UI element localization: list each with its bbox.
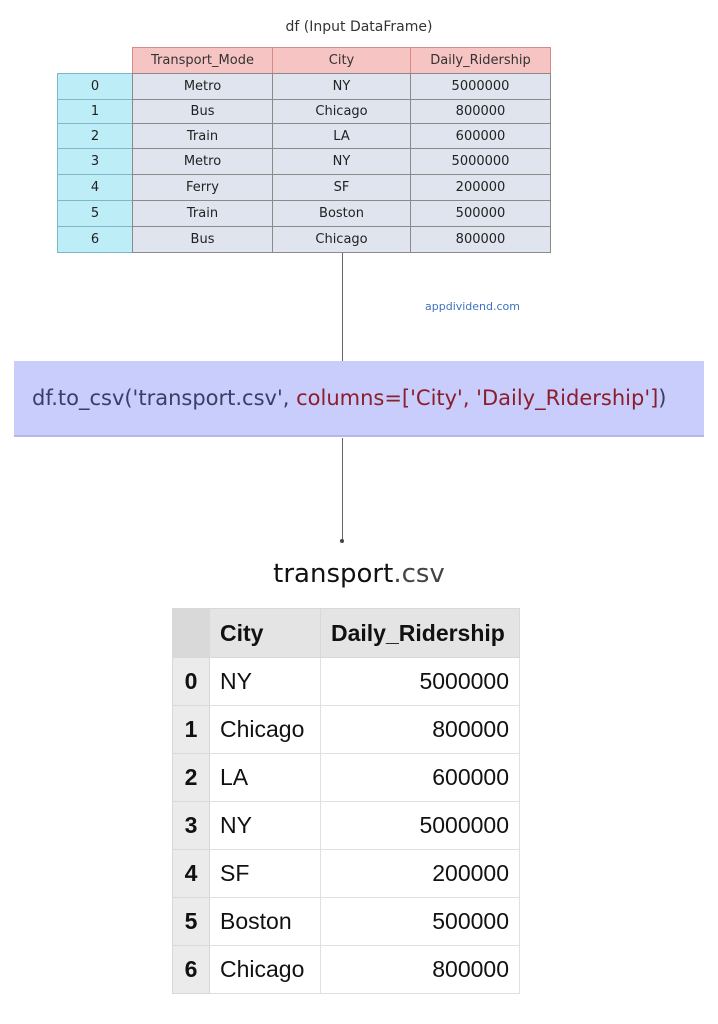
input-column-header: Daily_Ridership xyxy=(410,47,551,74)
output-city-cell: LA xyxy=(210,754,321,802)
input-table-cell: 600000 xyxy=(410,123,551,149)
table-corner-cell xyxy=(173,609,210,658)
input-dataframe-caption: df (Input DataFrame) xyxy=(285,19,433,35)
input-row-index: 0 xyxy=(57,73,133,100)
input-table-cell: NY xyxy=(272,148,411,175)
input-column-header: Transport_Mode xyxy=(132,47,273,74)
input-table-cell: 800000 xyxy=(410,226,551,253)
connector-line xyxy=(342,438,343,541)
output-city-cell: Chicago xyxy=(210,946,321,994)
input-row-index: 2 xyxy=(57,123,133,149)
output-row-index: 6 xyxy=(173,946,210,994)
input-table-cell: Chicago xyxy=(272,99,411,124)
input-row-index: 5 xyxy=(57,200,133,227)
code-banner xyxy=(14,361,704,437)
connector-arrow-head xyxy=(340,539,344,543)
connector-line xyxy=(342,253,343,361)
input-row-index: 4 xyxy=(57,174,133,201)
input-row-index: 3 xyxy=(57,148,133,175)
table-row xyxy=(173,898,520,946)
output-row-index: 0 xyxy=(173,658,210,706)
table-row xyxy=(173,802,520,850)
output-csv-title xyxy=(0,559,718,589)
table-row xyxy=(173,850,520,898)
input-row-index: 1 xyxy=(57,99,133,124)
code-call-suffix: ) xyxy=(658,386,667,410)
code-columns-argument: columns=['City', 'Daily_Ridership'] xyxy=(296,386,659,410)
input-table-cell: Ferry xyxy=(132,174,273,201)
input-table-cell: SF xyxy=(272,174,411,201)
input-table-cell: 500000 xyxy=(410,200,551,227)
output-row-index: 1 xyxy=(173,706,210,754)
watermark-text: appdividend.com xyxy=(425,300,521,313)
output-city-cell: SF xyxy=(210,850,321,898)
output-city-cell: Chicago xyxy=(210,706,321,754)
output-ridership-cell: 5000000 xyxy=(321,802,520,850)
output-ridership-cell: 500000 xyxy=(321,898,520,946)
output-csv-table xyxy=(172,608,520,994)
output-row-index: 3 xyxy=(173,802,210,850)
code-call-prefix: df.to_csv('transport.csv', xyxy=(32,386,297,410)
output-file-extension: .csv xyxy=(393,559,445,589)
input-table-cell: Metro xyxy=(132,148,273,175)
output-ridership-cell: 800000 xyxy=(321,946,520,994)
output-city-cell: Boston xyxy=(210,898,321,946)
input-table-cell: Bus xyxy=(132,226,273,253)
input-table-cell: Chicago xyxy=(272,226,411,253)
input-table-cell: 5000000 xyxy=(410,73,551,100)
output-ridership-cell: 5000000 xyxy=(321,658,520,706)
input-column-header: City xyxy=(272,47,411,74)
output-city-cell: NY xyxy=(210,658,321,706)
output-column-header: Daily_Ridership xyxy=(321,609,520,658)
input-table-cell: NY xyxy=(272,73,411,100)
output-column-header: City xyxy=(210,609,321,658)
output-ridership-cell: 200000 xyxy=(321,850,520,898)
input-table-cell: Train xyxy=(132,123,273,149)
input-table-cell: Train xyxy=(132,200,273,227)
table-row xyxy=(173,946,520,994)
table-row xyxy=(173,706,520,754)
input-table-cell: 200000 xyxy=(410,174,551,201)
output-city-cell: NY xyxy=(210,802,321,850)
input-table-cell: 5000000 xyxy=(410,148,551,175)
output-row-index: 2 xyxy=(173,754,210,802)
input-row-index: 6 xyxy=(57,226,133,253)
input-table-cell: LA xyxy=(272,123,411,149)
output-row-index: 4 xyxy=(173,850,210,898)
table-row xyxy=(173,658,520,706)
input-table-cell: Boston xyxy=(272,200,411,227)
output-row-index: 5 xyxy=(173,898,210,946)
table-row xyxy=(173,754,520,802)
output-ridership-cell: 800000 xyxy=(321,706,520,754)
output-ridership-cell: 600000 xyxy=(321,754,520,802)
input-table-cell: Metro xyxy=(132,73,273,100)
input-table-cell: Bus xyxy=(132,99,273,124)
input-table-cell: 800000 xyxy=(410,99,551,124)
output-file-name: transport xyxy=(273,559,394,589)
